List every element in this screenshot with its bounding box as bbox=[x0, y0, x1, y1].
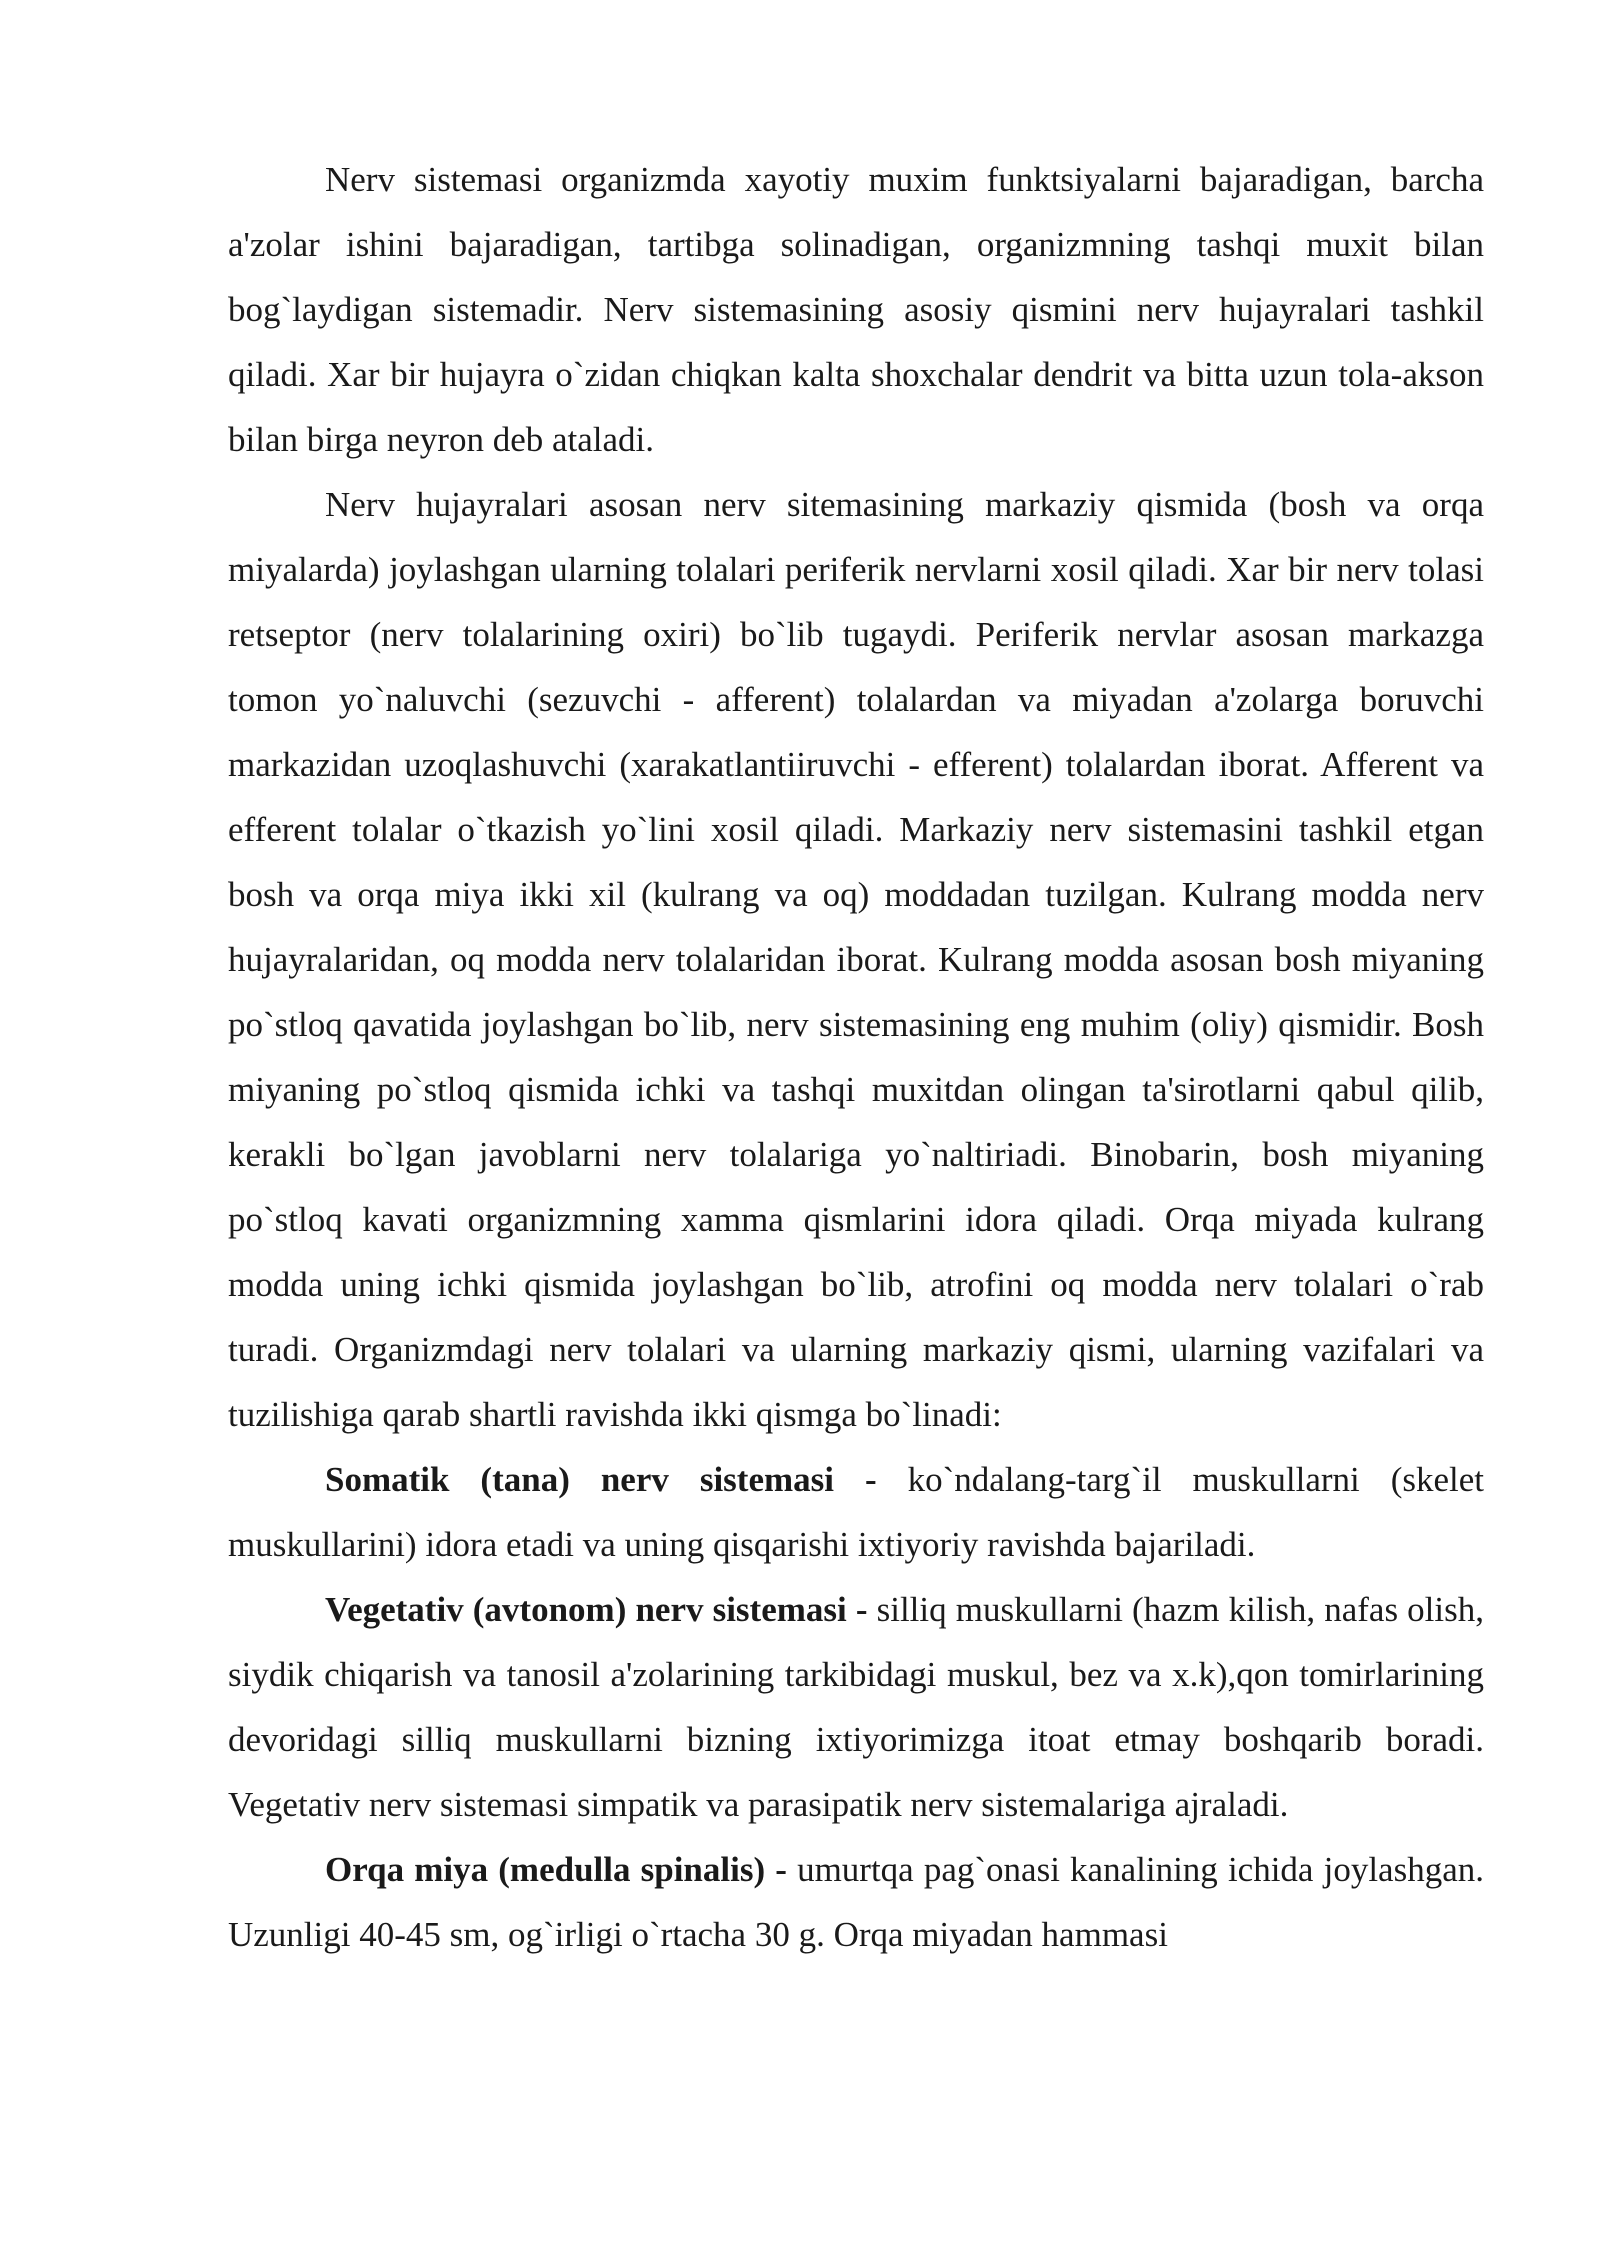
document-body bbox=[228, 147, 1484, 1967]
term-somatic: Somatik (tana) nerv sistemasi - bbox=[325, 1460, 877, 1499]
paragraph-text: umurtqa pag`onasi kanalining ichida joylashgan. Uzunligi 40-45 sm, og`irligi o`rtacha 30 g. Orqa miyadan hammasi bbox=[228, 1850, 1484, 1954]
paragraph-text: Nerv hujayralari asosan nerv sitemasining markaziy qismida (bosh va orqa miyalarda) joylashgan ularning tolalari periferik nervlarni xosil qiladi. Xar bir nerv tolasi retseptor (nerv tolalarining oxiri) bo`lib tugaydi. Periferik nervlar asosan markazga tomon yo`naluvchi (sezuvchi - afferent) tolalardan va miyadan a'zolarga boruvchi markazidan uzoqlashuvchi (xarakatlantiiruvchi - efferent) tolalardan iborat. Afferent va efferent tolalar o`tkazish yo`lini xosil qiladi. Markaziy nerv sistemasini tashkil etgan bosh va orqa miya ikki xil (kulrang va oq) moddadan tuzilgan. Kulrang modda nerv hujayralaridan, oq modda nerv tolalaridan iborat. Kulrang modda asosan bosh miyaning po`stloq qavatida joylashgan bo`lib, nerv sistemasining eng muhim (oliy) qismidir. Bosh miyaning po`stloq qismida ichki va tashqi muxitdan olingan ta'sirotlarni qabul qilib, kerakli bo`lgan javoblarni nerv tolalariga yo`naltiriadi. Binobarin, bosh miyaning po`stloq kavati organizmning xamma qismlarini idora qiladi. Orqa miyada kulrang modda uning ichki qismida joylashgan bo`lib, atrofini oq modda nerv tolalari o`rab turadi. Organizmdagi nerv tolalari va ularning markaziy qismi, ularning vazifalari va tuzilishiga qarab shartli ravishda ikki qismga bo`linadi: bbox=[228, 485, 1484, 1434]
term-spinal-cord: Orqa miya (medulla spinalis) - bbox=[325, 1850, 787, 1889]
term-vegetative: Vegetativ (avtonom) nerv sistemasi - bbox=[325, 1590, 868, 1629]
paragraph-spinal-cord bbox=[228, 1837, 1484, 1967]
paragraph-nerve-cells bbox=[228, 472, 1484, 1447]
paragraph-text: silliq muskullarni (hazm kilish, nafas olish, siydik chiqarish va tanosil a'zolarining tarkibidagi muskul, bez va x.k),qon tomirlarining devoridagi silliq muskullarni bizning ixtiyorimizga itoat etmay boshqarib boradi. Vegetativ nerv sistemasi simpatik va parasipatik nerv sistemalariga ajraladi. bbox=[228, 1590, 1484, 1824]
paragraph-nervous-system-intro bbox=[228, 147, 1484, 472]
paragraph-text: ko`ndalang-targ`il muskullarni (skelet muskullarini) idora etadi va uning qisqarishi ixtiyoriy ravishda bajariladi. bbox=[228, 1460, 1484, 1564]
paragraph-somatic-system bbox=[228, 1447, 1484, 1577]
paragraph-text: Nerv sistemasi organizmda xayotiy muxim funktsiyalarni bajaradigan, barcha a'zolar ishini bajaradigan, tartibga solinadigan, organizmning tashqi muxit bilan bog`laydigan sistemadir. Nerv sistemasining asosiy qismini nerv hujayralari tashkil qiladi. Xar bir hujayra o`zidan chiqkan kalta shoxchalar dendrit va bitta uzun tola-akson bilan birga neyron deb ataladi. bbox=[228, 160, 1484, 459]
paragraph-vegetative-system bbox=[228, 1577, 1484, 1837]
